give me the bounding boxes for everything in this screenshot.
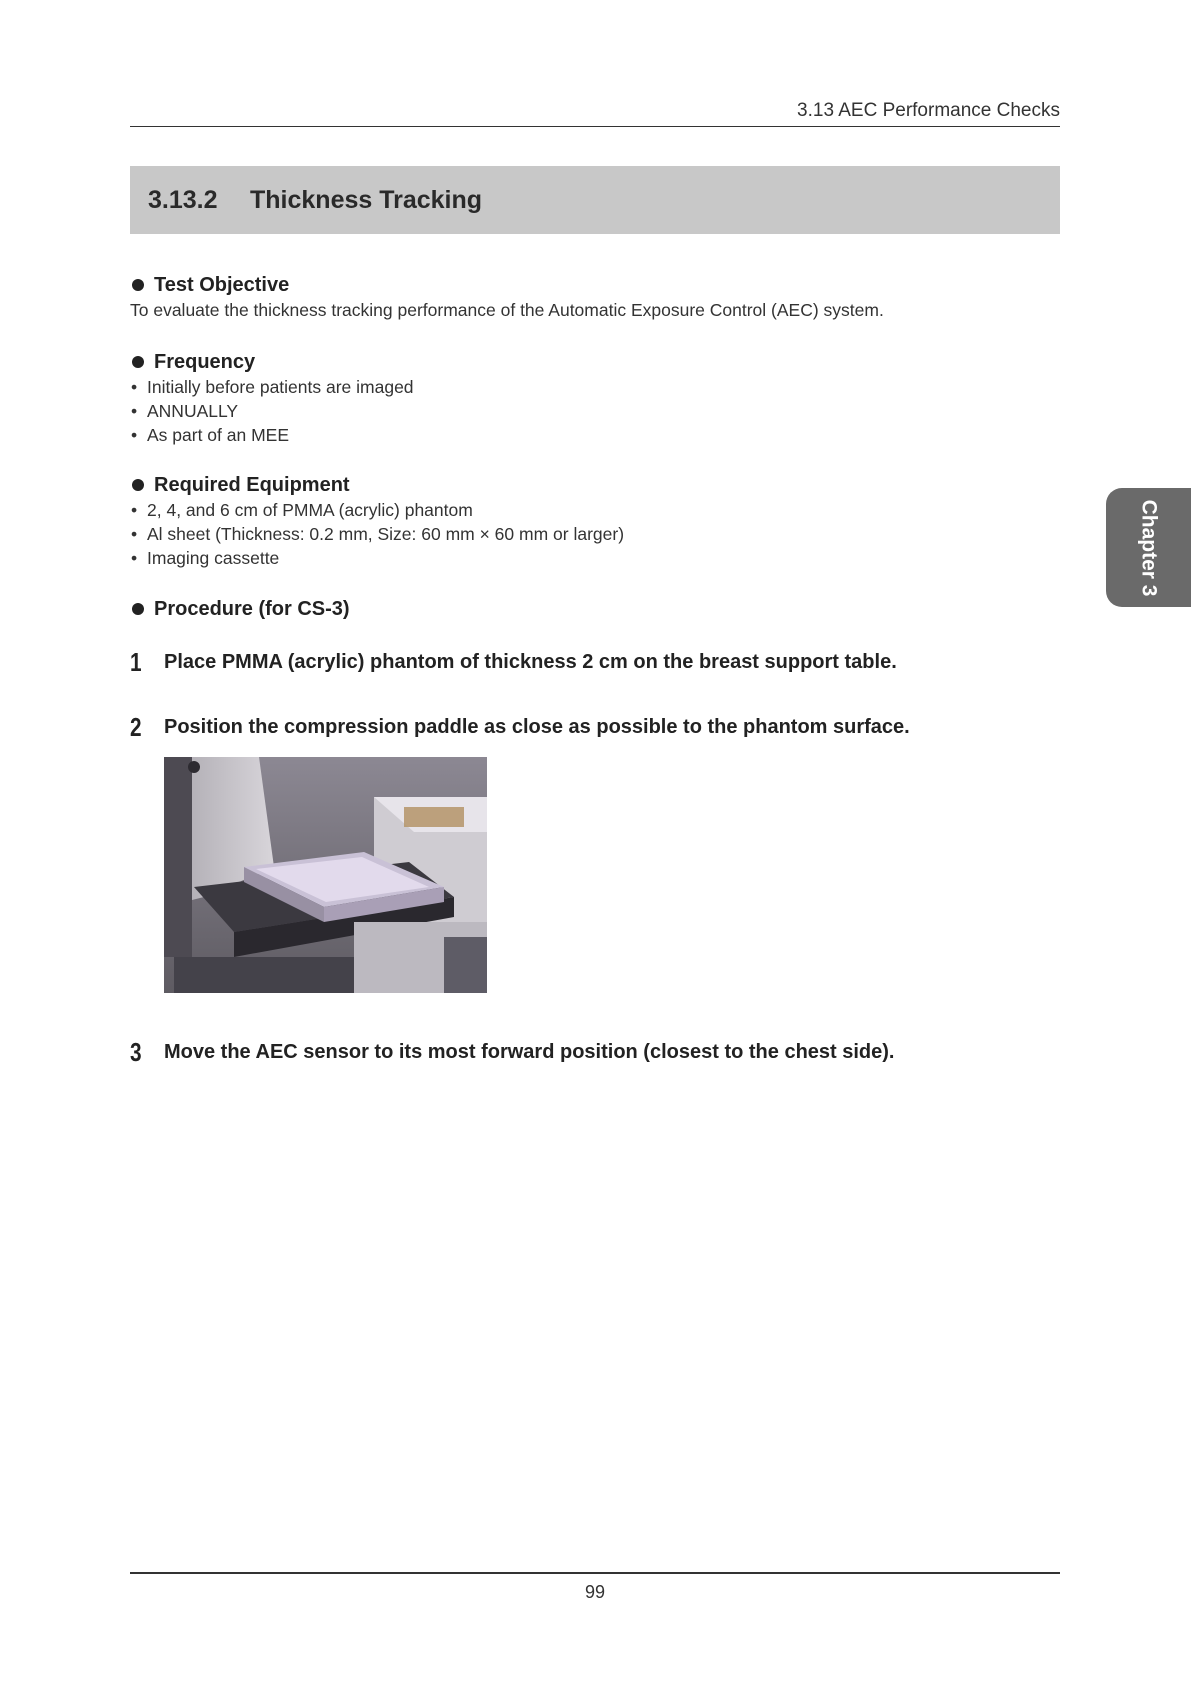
equipment-list [130, 498, 1060, 570]
procedure-step [130, 647, 1060, 678]
list-item-text: Al sheet (Thickness: 0.2 mm, Size: 60 mm × 60 mm or larger) [147, 524, 625, 544]
phantom-setup-illustration [164, 757, 487, 993]
list-bullet: • [131, 548, 138, 568]
list-item [130, 498, 1060, 522]
section-title: Thickness Tracking [250, 185, 483, 214]
list-item [130, 522, 1060, 546]
procedure-block [130, 596, 1060, 622]
list-item-text: Initially before patients are imaged [147, 377, 414, 397]
step-text: Position the compression paddle as close as possible to the phantom surface. [164, 716, 910, 738]
test-objective-block [130, 272, 1060, 322]
chapter-tab-label: Chapter 3 [1137, 499, 1161, 596]
list-item [130, 546, 1060, 570]
list-item-text: 2, 4, and 6 cm of PMMA (acrylic) phantom [147, 500, 473, 520]
list-item [130, 399, 1060, 423]
step-text: Move the AEC sensor to its most forward position (closest to the chest side). [164, 1041, 895, 1063]
section-number: 3.13.2 [148, 185, 218, 214]
bullet-dot-icon [132, 603, 144, 615]
list-item-text: As part of an MEE [147, 425, 290, 445]
frequency-list [130, 375, 1060, 447]
frequency-block [130, 349, 1060, 447]
list-bullet: • [131, 524, 138, 544]
procedure-heading [130, 596, 1060, 622]
footer-rule [130, 1572, 1060, 1574]
list-item [130, 375, 1060, 399]
equipment-block [130, 472, 1060, 570]
list-item-text: ANNUALLY [147, 401, 239, 421]
bullet-dot-icon [132, 479, 144, 491]
chapter-tab-label-wrap [1106, 488, 1191, 607]
step-number: 3 [130, 1037, 142, 1067]
frequency-heading [130, 349, 1060, 375]
phantom-setup-photo [164, 757, 487, 993]
list-bullet: • [131, 401, 138, 421]
bullet-dot-icon [132, 279, 144, 291]
header-rule [130, 126, 1060, 127]
test-objective-heading-text: Test Objective [154, 273, 290, 296]
list-bullet: • [131, 377, 138, 397]
list-item [130, 423, 1060, 447]
test-objective-text: To evaluate the thickness tracking performance of the Automatic Exposure Control (AEC) system. [130, 300, 884, 320]
list-item-text: Imaging cassette [147, 548, 280, 568]
test-objective-heading [130, 272, 1060, 298]
procedure-step [130, 1037, 1060, 1068]
step-text: Place PMMA (acrylic) phantom of thickness 2 cm on the breast support table. [164, 651, 897, 673]
step-number: 1 [130, 647, 142, 677]
frequency-heading-text: Frequency [154, 350, 256, 373]
running-header: 3.13 AEC Performance Checks [797, 100, 1060, 121]
list-bullet: • [131, 425, 138, 445]
step-number: 2 [130, 712, 142, 742]
list-bullet: • [131, 500, 138, 520]
section-banner [130, 166, 1060, 234]
procedure-heading-text: Procedure (for CS-3) [154, 597, 350, 620]
bullet-dot-icon [132, 356, 144, 368]
page-number: 99 [584, 1582, 606, 1602]
equipment-heading-text: Required Equipment [154, 473, 350, 496]
equipment-heading [130, 472, 1060, 498]
procedure-step [130, 712, 1060, 743]
